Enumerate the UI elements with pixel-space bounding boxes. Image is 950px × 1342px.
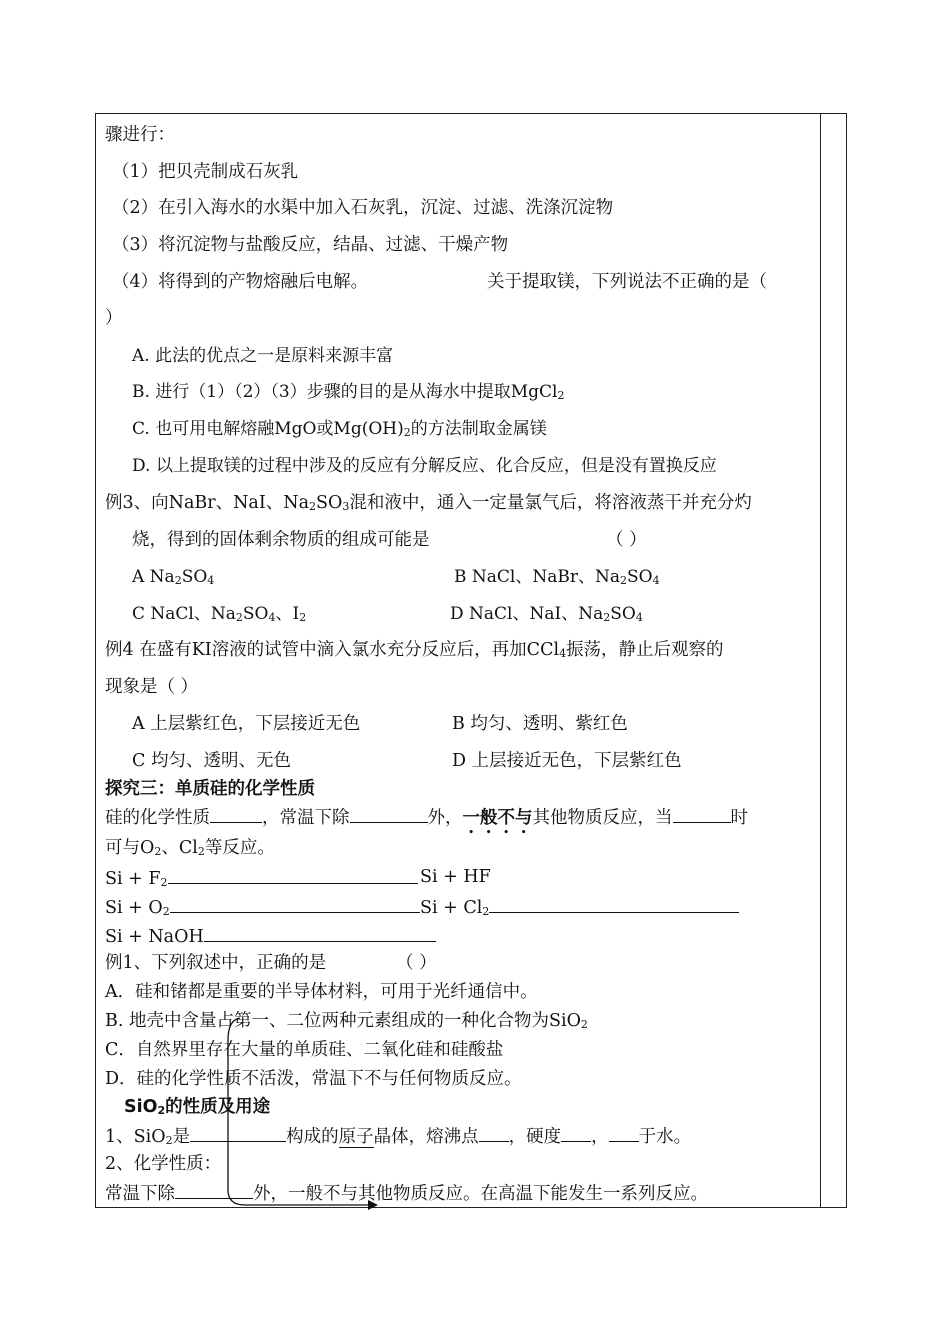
- example-1: 例1、下列叙述中，正确的是: [105, 953, 327, 973]
- ex3-option-c: C NaCl、$Na_2SO_4$、$I_2$: [132, 604, 307, 624]
- step-1: （1）把贝壳制成石灰乳: [112, 162, 299, 182]
- step-4: （4）将得到的产物熔融后电解。: [112, 272, 369, 292]
- example-3-cont: 烧，得到的固体剩余物质的组成可能是: [132, 530, 430, 550]
- silicon-property-cont: 可与$O_2$、$Cl_2$等反应。: [105, 838, 275, 858]
- ex1-option-c: C．自然界里存在大量的单质硅、二氧化硅和硅酸盐: [105, 1040, 504, 1060]
- sio2-chem-property: 2、化学性质：: [105, 1154, 222, 1174]
- answer-paren: （ ）: [396, 953, 437, 973]
- option-d: D. 以上提取镁的过程中涉及的反应有分解反应、化合反应，但是没有置换反应: [132, 456, 717, 476]
- reaction-si-f2: $Si + F_2$: [105, 867, 418, 889]
- step-2: （2）在引入海水的水渠中加入石灰乳，沉淀、过滤、洗涤沉淀物: [112, 198, 614, 218]
- ex4-option-d: D 上层接近无色，下层紫红色: [452, 751, 682, 771]
- reaction-si-naoh: Si + NaOH: [105, 925, 436, 947]
- option-b: B. 进行（1）（2）（3）步骤的目的是从海水中提取MgCl$_2$: [132, 382, 565, 402]
- sio2-reaction-line: 常温下除 外，一般不与其他物质反应。在高温下能发生一系列反应。: [105, 1184, 708, 1204]
- ex1-option-b: B. 地壳中含量占第一、二位两种元素组成的一种化合物为SiO$_2$: [105, 1011, 588, 1031]
- question-stem-end: ）: [105, 308, 123, 328]
- reaction-si-cl2: $Si + Cl_2$: [420, 896, 739, 918]
- ex3-option-b: B NaCl、NaBr、$Na_2SO_4$: [454, 567, 660, 587]
- section-heading: 探究三：单质硅的化学性质: [105, 779, 315, 799]
- option-c: C. 也可用电解熔融MgO或$Mg(OH)_2$的方法制取金属镁: [132, 419, 547, 439]
- answer-paren: （ ）: [606, 530, 647, 550]
- ex1-option-a: A．硅和锗都是重要的半导体材料，可用于光纤通信中。: [105, 982, 538, 1002]
- question-stem: 关于提取镁，下列说法不正确的是（: [487, 272, 767, 292]
- option-a: A. 此法的优点之一是原料来源丰富: [132, 346, 394, 366]
- text-line: 骤进行：: [105, 125, 175, 145]
- ex4-option-b: B 均匀、透明、紫红色: [452, 714, 628, 734]
- ex3-option-a: A $Na_2SO_4$: [132, 567, 215, 587]
- ex3-option-d: D NaCl、NaI、$Na_2SO_4$: [450, 604, 643, 624]
- sio2-heading: SiO$_2$的性质及用途: [124, 1097, 271, 1117]
- step-3: （3）将沉淀物与盐酸反应，结晶、过滤、干燥产物: [112, 235, 509, 255]
- reaction-si-hf: Si + HF: [420, 867, 491, 887]
- example-4: 例4 在盛有KI溶液的试管中滴入氯水充分反应后，再加CCl$_4$振荡，静止后观察的: [105, 640, 724, 660]
- example-3: 例3、向NaBr、NaI、$Na_2SO_3$混和液中，通入一定量氯气后，将溶液蒸干并充分灼: [105, 493, 752, 513]
- silicon-property-line: 硅的化学性质 ，常温下除 外，一般不与其他物质反应，当 时: [105, 808, 748, 828]
- ex1-option-d: D．硅的化学性质不活泼，常温下不与任何物质反应。: [105, 1069, 522, 1089]
- ex4-option-a: A 上层紫红色，下层接近无色: [132, 714, 361, 734]
- example-4-cont: 现象是（ ）: [105, 677, 199, 697]
- sio2-structure-line: 1、SiO$_2$是 构成的原子晶体，熔沸点 ，硬度 ， 于水。: [105, 1127, 692, 1147]
- reaction-si-o2: $Si + O_2$: [105, 896, 420, 918]
- ex4-option-c: C 均匀、透明、无色: [132, 751, 291, 771]
